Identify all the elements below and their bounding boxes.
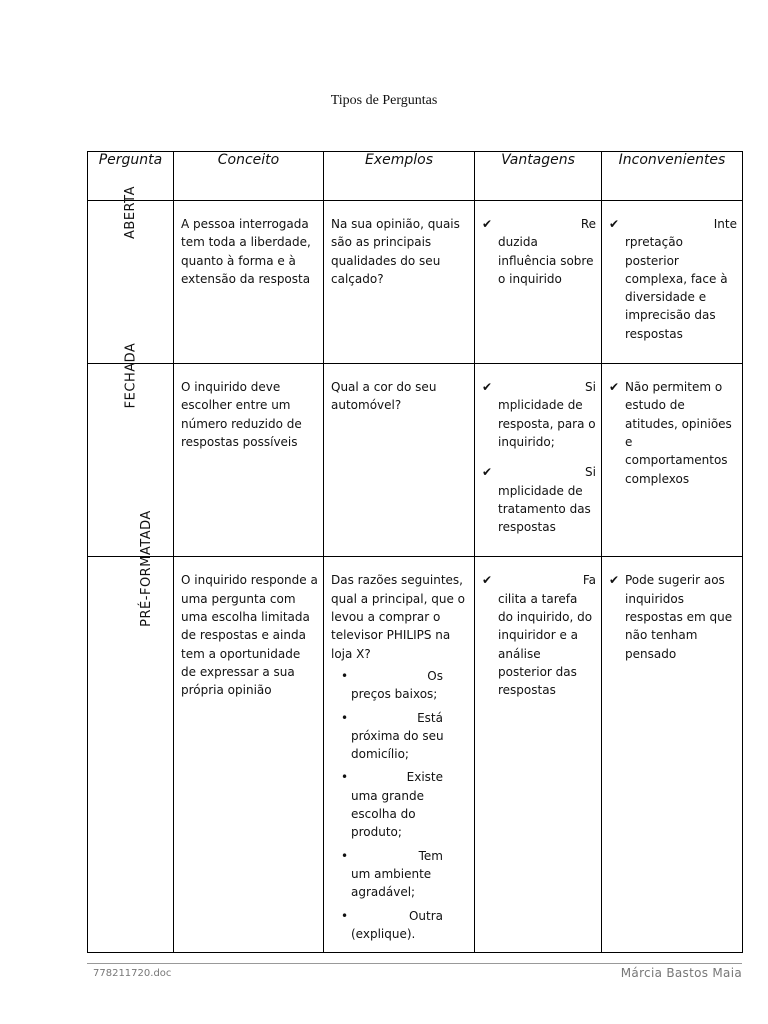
- conceito-text: O inquirido responde a uma pergunta com uma escolha limitada de respostas e ainda tem a oportunidade de expressar a sua própria opinião: [181, 573, 318, 698]
- bullet-icon: •: [341, 668, 349, 683]
- footer-filename: 778211720.doc: [93, 968, 172, 979]
- vantagem-item: ✔ Re duzida influência sobre o inquirido: [482, 215, 596, 288]
- bullet-icon: •: [341, 710, 349, 725]
- footer-author: Márcia Bastos Maia: [620, 966, 742, 980]
- bullet-icon: •: [341, 848, 349, 863]
- check-icon: ✔: [609, 217, 620, 231]
- check-icon: ✔: [609, 573, 620, 588]
- inconveniente-item: ✔ Não permitem o estudo de atitudes, opiniões e comportamentos complexos: [609, 378, 737, 488]
- check-icon: ✔: [609, 380, 620, 395]
- list-item: • Tem um ambiente agradável;: [331, 847, 469, 902]
- check-icon: ✔: [482, 573, 493, 588]
- header-pergunta: Pergunta: [88, 152, 174, 201]
- exemplo-options-list: [331, 667, 469, 943]
- check-icon: ✔: [482, 380, 493, 395]
- row-label: ABERTA: [123, 186, 138, 239]
- list-item: • Os preços baixos;: [331, 667, 469, 704]
- inconveniente-item: ✔ Pode sugerir aos inquiridos respostas em que não tenham pensado: [609, 571, 737, 662]
- check-icon: ✔: [482, 217, 493, 231]
- header-conceito: Conceito: [174, 152, 324, 201]
- row-label: PRÉ-FORMATADA: [138, 510, 154, 628]
- conceito-text: A pessoa interrogada tem toda a liberdade, quanto à forma e à extensão da resposta: [181, 217, 311, 286]
- document-title: Tipos de Perguntas: [330, 93, 438, 108]
- row-label-cell: [88, 510, 174, 953]
- row-label-cell: [88, 342, 174, 557]
- vantagem-item: ✔ Si mplicidade de tratamento das respostas: [482, 463, 596, 536]
- exemplo-text: Na sua opinião, quais são as principais qualidades do seu calçado?: [331, 217, 460, 286]
- list-item: • Está próxima do seu domicílio;: [331, 709, 469, 764]
- header-row: [88, 152, 743, 201]
- row-label-cell: [88, 186, 174, 364]
- header-exemplos: Exemplos: [324, 152, 475, 201]
- list-item: • Existe uma grande escolha do produto;: [331, 768, 469, 841]
- bullet-icon: •: [341, 770, 349, 785]
- table-row-pre-formatada: [88, 557, 743, 953]
- inconveniente-item: ✔ Inte rpretação posterior complexa, face à diversidade e imprecisão das respostas: [609, 215, 737, 343]
- vantagem-item: ✔ Si mplicidade de resposta, para o inquirido;: [482, 378, 596, 451]
- vantagem-item: ✔ Fa cilita a tarefa do inquirido, do inquiridor e a análise posterior das respostas: [482, 571, 596, 699]
- footer-divider: [87, 963, 742, 964]
- header-inconvenientes: Inconvenientes: [602, 152, 743, 201]
- row-label: FECHADA: [123, 342, 138, 409]
- questions-table: [87, 151, 743, 953]
- table-row-fechada: [88, 364, 743, 557]
- check-icon: ✔: [482, 465, 493, 480]
- conceito-text: O inquirido deve escolher entre um número reduzido de respostas possíveis: [181, 380, 302, 449]
- exemplo-text: Qual a cor do seu automóvel?: [331, 380, 437, 413]
- table-row-aberta: [88, 201, 743, 364]
- exemplo-text: Das razões seguintes, qual a principal, que o levou a comprar o televisor PHILIPS na loja X?: [331, 573, 466, 661]
- header-vantagens: Vantagens: [475, 152, 602, 201]
- bullet-icon: •: [341, 908, 349, 923]
- list-item: • Outra (explique).: [331, 907, 469, 944]
